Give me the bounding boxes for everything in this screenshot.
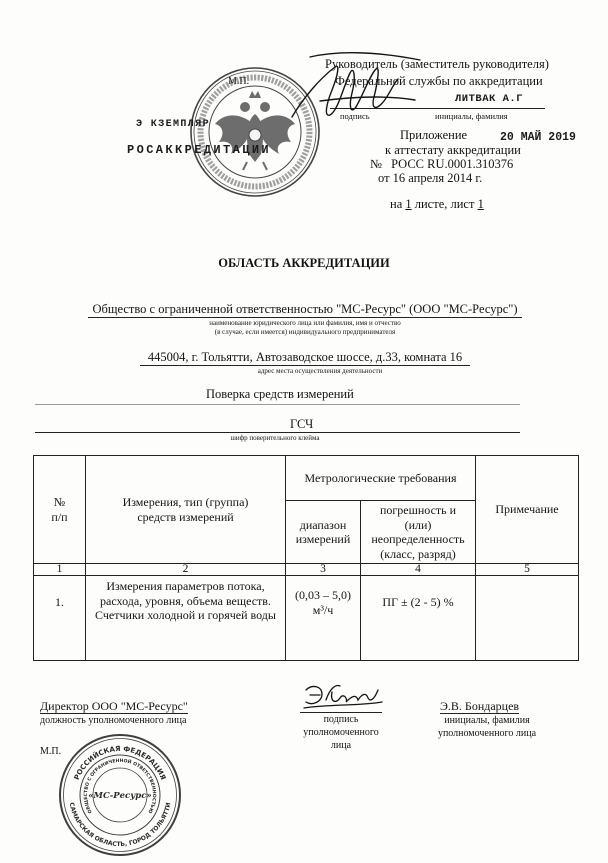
organization-caption-line1: наименование юридического лица или фамилия, имя и отчество: [209, 319, 401, 327]
row-range: [286, 576, 361, 661]
header-uncertainty: [361, 501, 476, 564]
date-stamp: 20 МАЙ 2019: [500, 131, 576, 144]
approver-title-line2: Федеральной службы по аккредитации: [335, 74, 543, 88]
activity-address: 445004, г. Тольятти, Автозаводское шоссе, д.33, комната 16: [147, 350, 463, 364]
mark-code-caption: шифр поверительного клейма: [230, 434, 320, 442]
signature-caption-line: лица: [330, 740, 352, 751]
signer-signature: [300, 680, 385, 712]
row-type-line: Измерения параметров потока,: [106, 579, 265, 593]
seal-inner-ring-text: [83, 757, 157, 815]
signer-position-caption: должность уполномоченного лица: [40, 715, 187, 726]
header-uncertainty-line: (или): [404, 517, 432, 532]
signer-name-caption: [425, 714, 549, 740]
mark-code-underline: [35, 432, 520, 433]
organization-name: Общество с ограниченной ответственностью "МС-Ресурс" (ООО "МС-Ресурс"): [92, 302, 518, 316]
column-number: 4: [361, 564, 476, 576]
sheets-prefix: на: [390, 197, 406, 211]
column-numbers-row: [34, 564, 579, 576]
approver-signature: [280, 45, 430, 125]
seal-outer-bottom-path: САМАРСКАЯ ОБЛАСТЬ, ГОРОД ТОЛЬЯТТИ: [67, 801, 173, 849]
address-caption: адрес места осуществления деятельности: [257, 367, 383, 375]
header-uncertainty-line: (класс, разряд): [380, 546, 456, 561]
header-uncertainty-line: погрешность и: [379, 503, 457, 517]
header-number-line: №: [53, 495, 66, 509]
activity-type: Поверка средств измерений: [206, 387, 354, 401]
header-range: [286, 501, 361, 564]
approver-title-line1: Руководитель (заместитель руководителя): [325, 57, 549, 71]
copy-stamp-organization: РОСАККРЕДИТАЦИИ: [127, 143, 272, 157]
header-range-line: измерений: [295, 532, 351, 546]
address-underline: [140, 365, 470, 366]
header-range-line: диапазон: [299, 517, 347, 532]
organization-underline: [88, 317, 522, 318]
lower-seal-mark: М.П.: [40, 746, 62, 757]
sheet-number: 1: [477, 197, 484, 211]
header-note: Примечание: [476, 456, 579, 564]
header-type-line: средств измерений: [137, 509, 234, 524]
header-measurement-type: [86, 456, 286, 564]
seal-inner-ring-path: ОБЩЕСТВО С ОГРАНИЧЕННОЙ ОТВЕТСТВЕННОСТЬЮ: [83, 758, 157, 814]
row-note: [476, 576, 579, 661]
name-caption-line: уполномоченного лица: [437, 728, 537, 739]
header-number: [34, 456, 86, 564]
certificate-date: от 16 апреля 2014 г.: [378, 171, 483, 185]
sheets-middle: листе, лист: [411, 197, 478, 211]
row-type-line: Счетчики холодной и горячей воды: [95, 608, 276, 622]
name-caption-line: инициалы, фамилия: [444, 715, 530, 726]
column-number: 3: [286, 564, 361, 576]
table-row: [34, 576, 579, 661]
row-measurement-type: [86, 576, 286, 661]
activity-underline: [35, 404, 520, 405]
signer-position: Директор ООО "МС-Ресурс": [40, 699, 188, 713]
header-metrology: Метрологические требования: [286, 456, 476, 501]
seal-outer-bottom-text: [68, 802, 173, 848]
row-number: 1.: [34, 576, 86, 661]
column-number: 5: [476, 564, 579, 576]
approver-name-caption: инициалы, фамилия: [435, 111, 508, 121]
row-range-value: (0,03 – 5,0): [295, 588, 351, 602]
page-title: ОБЛАСТЬ АККРЕДИТАЦИИ: [218, 256, 390, 270]
certificate-number: РОСС RU.0001.310376: [391, 157, 514, 171]
row-range-unit: м³/ч: [312, 602, 334, 617]
certificate-number-line: [370, 157, 513, 171]
signer-name: Э.В. Бондарцев: [440, 699, 520, 713]
certificate-number-prefix: №: [370, 157, 382, 171]
appendix-to: к аттестату аккредитации: [385, 143, 521, 157]
signer-signature-caption: [295, 713, 387, 752]
upper-seal-mark: М.П.: [228, 76, 250, 87]
verification-mark-code: ГСЧ: [290, 417, 314, 431]
accreditation-scope-table: [33, 455, 579, 661]
column-number: 2: [86, 564, 286, 576]
approver-signature-caption: подпись: [340, 111, 370, 121]
row-uncertainty: ПГ ± (2 - 5) %: [361, 576, 476, 661]
approver-name-stamp: ЛИТВАК А.Г: [455, 93, 524, 105]
company-seal: [58, 733, 182, 857]
signature-caption-line: подпись: [323, 714, 359, 725]
column-number: 1: [34, 564, 86, 576]
seal-outer-top-path: РОССИЙСКАЯ ФЕДЕРАЦИЯ: [72, 744, 168, 782]
table-header-row: [34, 456, 579, 501]
sheets-count: 1: [405, 197, 412, 211]
header-uncertainty-line: неопределенность: [371, 532, 465, 546]
seal-center-text: «МС-Ресурс»: [88, 791, 152, 801]
sheets-info: [390, 197, 484, 211]
row-type-line: расхода, уровня, объема веществ.: [100, 593, 271, 608]
signature-caption-line: уполномоченного: [303, 727, 379, 738]
header-number-line: п/п: [51, 509, 68, 524]
header-type-line: Измерения, тип (группа): [122, 495, 249, 509]
organization-caption-line2: (в случае, если имеется) индивидуального предпринимателя: [214, 328, 396, 336]
copy-stamp: Э КЗЕМПЛЯР: [136, 119, 211, 130]
appendix-label: Приложение: [400, 128, 468, 142]
